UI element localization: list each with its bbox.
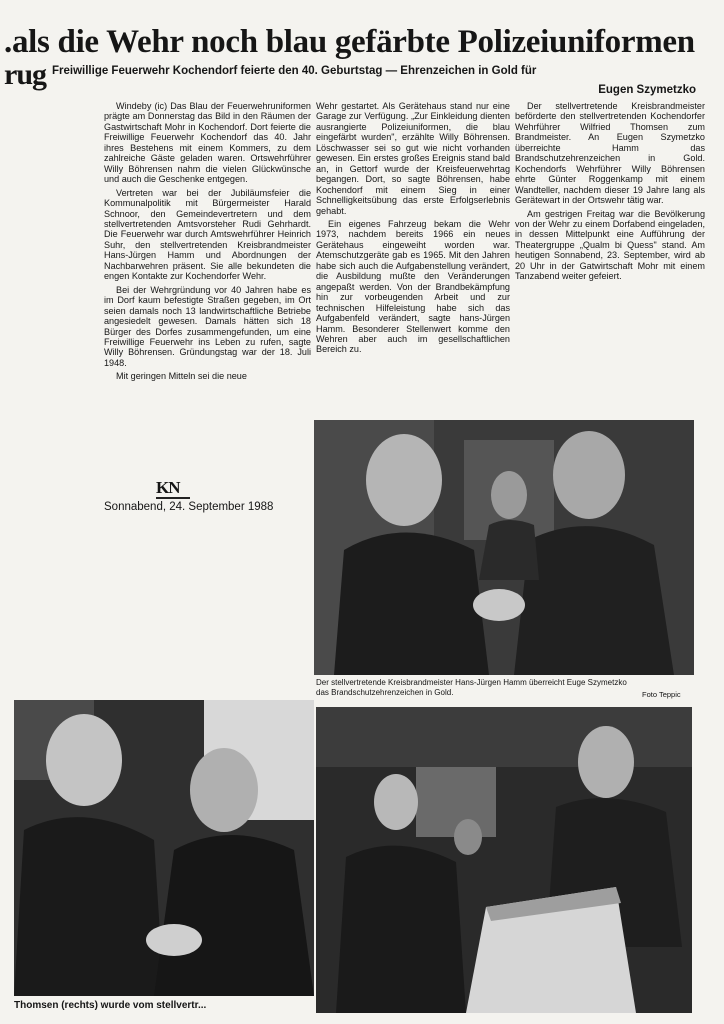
subhead-text: Freiwillige Feuerwehr Kochendorf feierte den 40. Geburtstag — Ehrenzeichen in Gold für bbox=[52, 65, 537, 77]
kn-logo: KN bbox=[156, 479, 190, 499]
publication-date: Sonnabend, 24. September 1988 bbox=[104, 501, 274, 513]
paragraph: Mit geringen Mitteln sei die neue bbox=[116, 371, 247, 382]
photo-award-ceremony bbox=[314, 420, 694, 675]
photo-credit: Foto Teppic bbox=[642, 690, 681, 699]
subhead-prefix: rug bbox=[4, 60, 46, 91]
paragraph: Windeby (ic) Das Blau der Feuerwehruniformen prägte am Donnerstag das Bild in den Räumen der Gastwirtschaft Mohr in Kochendorf. Dort feierte die Freiwillige Feuerwehr Kochendorf das 40. Jahr ihres Bestehens mit einem Kommers, zu dem zahlreiche Gäste geladen waren. Ortswehrführer Willy Böhrensen nahm die vielen Glückwünsche und auch die Geschenke entgegen. bbox=[104, 101, 311, 185]
bottom-caption: Thomsen (rechts) wurde vom stellvertr... bbox=[14, 1000, 207, 1011]
author-name: Eugen Szymetzko bbox=[598, 84, 696, 96]
photo-caption: Der stellvertretende Kreisbrandmeister Hans-Jürgen Hamm überreicht Euge Szymetzko das Brandschutzehrenzeichen in Gold. bbox=[316, 678, 627, 697]
paragraph: Am gestrigen Freitag war die Bevölkerung von der Wehr zu einem Dorfabend eingeladen, in dessen Mittelpunkt eine Aufführung der Theatergruppe „Qualm bi Quess" stand. Am heutigen Sonnabend, 23. September, wird ab 20 Uhr in der Gatwirtschaft Mohr mit einem Tanzabend weiter gefeiert. bbox=[515, 208, 705, 282]
paragraph: Wehr gestartet. Als Gerätehaus stand nur eine Garage zur Verfügung. „Zur Einkleidung dienten ausrangierte Polizeiuniformen, die blau eingefärbt wurden", erzählte Willy Böhrensen. Löschwasser sei so gut wie nicht vorhanden gewesen. Ein erstes großes Ereignis stand bald an, in Gettorf wurde der Kreisfeuerwehrtag begangen. Dort, so sagte Böhrensen, habe Kochendorf mit einem Sieg in einer Schnelligkeitsübung das erste Erfolgserlebnis gehabt. bbox=[316, 101, 510, 216]
article-column-3 bbox=[515, 101, 705, 285]
photo-speech bbox=[316, 707, 692, 1013]
paragraph: Vertreten war bei der Jubiläumsfeier die Kommunalpolitik mit Bürgermeister Harald Schnoor, den Gemeindevertretern und dem stellvertretenden Amtsvorsteher Rudi Gehrhardt. Die Feuerwehr war durch Amtswehrführer Heinrich Suhr, den stellvertretenden Kreisbrandmeister Hans-Jürgen Hamm und Abordnungen der Nachbarwehren präsent. Sie alle bekundeten die engen Kontakte zur Kochendorfer Wehr. bbox=[104, 187, 311, 282]
article-column-2 bbox=[316, 101, 510, 358]
paragraph: Ein eigenes Fahrzeug bekam die Wehr 1973, nachdem bereits 1966 ein neues Gerätehaus eingeweiht worden war. Atemschutzgeräte gab es 1965. Mit den Jahren habe sich auch die Aufgabenstellung verändert, die Ausbildung mußte den Veränderungen angepaßt werden. Von der Brandbekämpfung hin zur vorbeugenden Arbeit und zur technischen Hilfeleistung habe sich das Aufgabenfeld verändert, sagte hans-Jürgen Hamm. Besonderer Stellenwert komme den Wehren aber auch im gesellschaftlichen Bereich zu. bbox=[316, 218, 510, 355]
article-column-1 bbox=[104, 101, 311, 385]
paragraph: Bei der Wehrgründung vor 40 Jahren habe es im Dorf kaum befestigte Straßen gegeben, im Ort seien damals noch 13 landwirtschaftliche Betriebe angesiedelt gewesen. Damals hätten sich 18 Bürger des Dorfes zusammengefunden, um eine Freiwillige Feuerwehr ins Leben zu rufen, sagte Willy Böhrensen. Gründungstag war der 18. Juli 1948. bbox=[104, 284, 311, 368]
headline: .als die Wehr noch blau gefärbte Polizeiuniformen bbox=[4, 24, 695, 60]
photo-thomsen-promotion bbox=[14, 700, 314, 996]
paragraph: Der stellvertretende Kreisbrandmeister beförderte den stellvertretenden Kochendorfer Wehrführer Wilfried Thomsen zum Brandmeister. An Eugen Szymetzko überreichte Hamm das Brandschutzehrenzeichen in Gold. Kochendorfs Wehrführer Willy Böhrensen ehrte Günter Roggenkamp mit einem Wandteller, nachdem dieser 19 Jahre lang als Gerätewart in der Ortswehr tätig war. bbox=[515, 101, 705, 206]
